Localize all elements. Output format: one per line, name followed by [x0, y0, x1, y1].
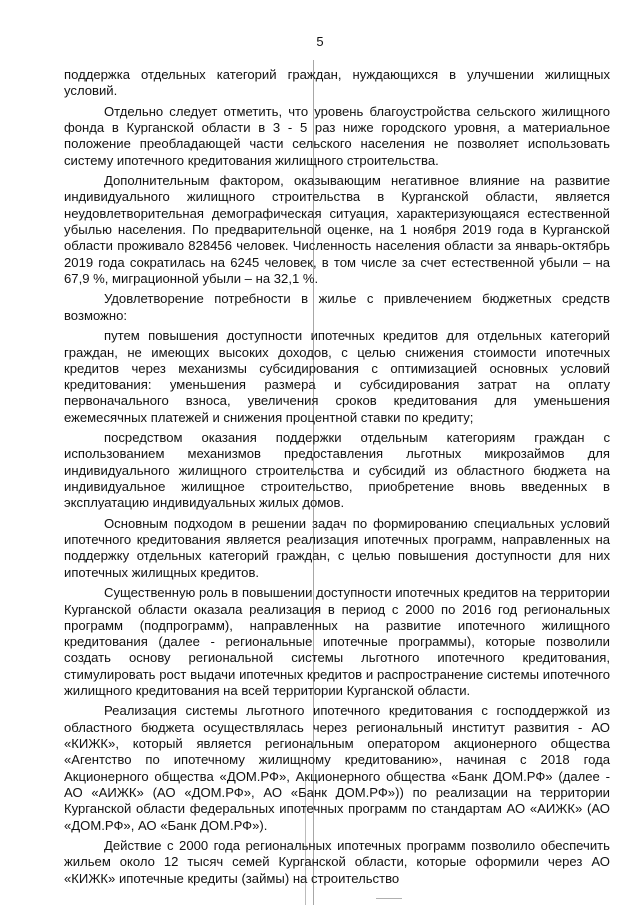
list-item-paragraph: путем повышения доступности ипотечных кредитов для отдельных категорий граждан, не имеющих высоких доходов, с целью снижения стоимости ипотечных кредитов через механизмы субсидирования с оптимизацией основных условий кредитования: уменьшения размера и субсидирования затрат на оплату первоначального взноса, увеличения сроков кредитования для уменьшения ежемесячных платежей и снижения процентной ставки по кредиту; — [64, 328, 610, 425]
scan-artifact-line — [305, 780, 306, 905]
paragraph: Отдельно следует отметить, что уровень благоустройства сельского жилищного фонда в Курганской области в 3 - 5 раз ниже городского уровня, а материальное положение преобладающей части сельского населения не позволяет использовать систему ипотечного кредитования жилищного строительства. — [64, 103, 610, 168]
scan-artifact-speck — [376, 898, 402, 899]
page-number: 5 — [316, 34, 324, 49]
paragraph: Удовлетворение потребности в жилье с привлечением бюджетных средств возможно: — [64, 291, 610, 323]
paragraph: Реализация системы льготного ипотечного кредитования с господдержкой из областного бюджета осуществлялась через региональный институт развития - АО «КИЖК», который является региональным оператором акционерного общества «Агентство по ипотечному жилищному кредитованию», начиная с 2018 года Акционерного общества «ДОМ.РФ», Акционерного общества «Банк ДОМ.РФ» (далее - АО «АИЖК» (АО «ДОМ.РФ», АО «Банк ДОМ.РФ»)) по реализации на территории Курганской области федеральных ипотечных программ по стандартам АО «АИЖК» (АО «ДОМ.РФ», АО «Банк ДОМ.РФ»). — [64, 703, 610, 833]
paragraph: Действие с 2000 года региональных ипотечных программ позволило обеспечить жильем около 12 тысяч семей Курганской области, которые оформили через АО «КИЖК» ипотечные кредиты (займы) на строительство — [64, 838, 610, 886]
paragraph: поддержка отдельных категорий граждан, нуждающихся в улучшении жилищных условий. — [64, 67, 610, 99]
scan-artifact-line — [313, 60, 314, 905]
paragraph: Дополнительным фактором, оказывающим негативное влияние на развитие индивидуального жилищного строительства в Курганской области, является неудовлетворительная демографическая ситуация, характеризующаяся естественной убылью населения. По предварительной оценке, на 1 ноября 2019 года в Курганской области проживало 828456 человек. Численность населения области за январь-октябрь 2019 года сократилась на 6245 человек, в том числе за счет естественной убыли – на 67,9 %, миграционной убыли – на 32,1 %. — [64, 173, 610, 286]
list-item-paragraph: посредством оказания поддержки отдельным категориям граждан с использованием механизмов предоставления льготных микрозаймов для индивидуального жилищного строительства и субсидий из областного бюджета на индивидуальное жилищное строительство, приобретение вновь введенных в эксплуатацию индивидуальных жилых домов. — [64, 430, 610, 511]
paragraph: Существенную роль в повышении доступности ипотечных кредитов на территории Курганской области оказала реализация в период с 2000 по 2016 год региональных программ (подпрограмм), направленных на развитие ипотечного жилищного кредитования (далее - региональные ипотечные программы), которые позволили создать основу региональной системы льготного ипотечного кредитования, стимулировать рост выдачи ипотечных кредитов и распространение системы ипотечного жилищного кредитования на всей территории Курганской области. — [64, 585, 610, 698]
document-body — [64, 67, 610, 891]
paragraph: Основным подходом в решении задач по формированию специальных условий ипотечного кредитования является реализация ипотечных программ, направленных на поддержку отдельных категорий граждан, с целью повышения доступности для них ипотечных жилищных кредитов. — [64, 515, 610, 580]
